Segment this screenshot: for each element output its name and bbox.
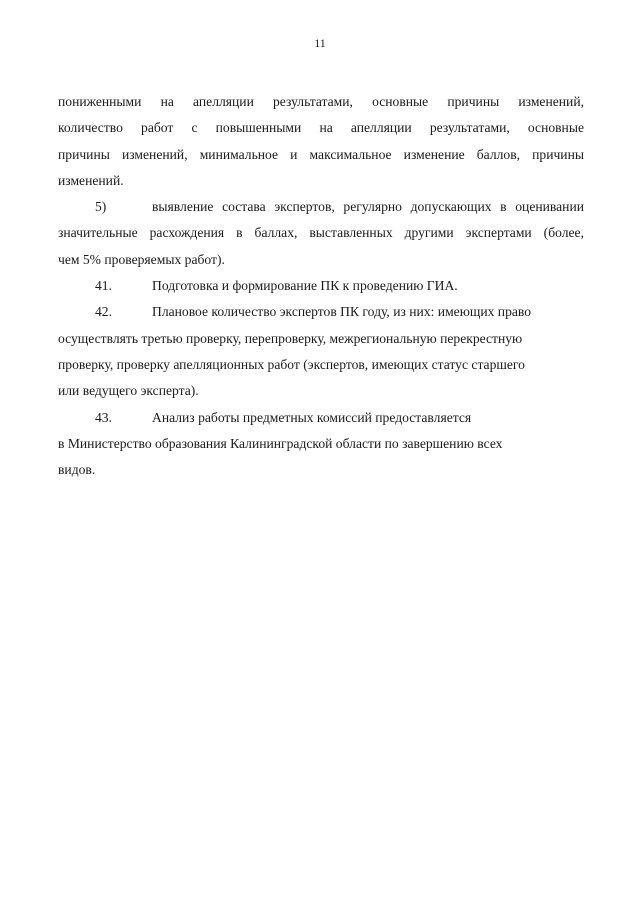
paragraph-continuation bbox=[58, 89, 584, 194]
text-line: пониженными на апелляции результатами, основные причины изменений, bbox=[58, 94, 584, 109]
paragraph-item-41 bbox=[58, 273, 584, 299]
text-line: количество работ с повышенными на апелляции результатами, основные bbox=[58, 120, 584, 136]
page-number: 11 bbox=[314, 36, 326, 50]
text-line: в Министерство образования Калининградской области по завершению всех bbox=[58, 435, 503, 451]
text-line: осуществлять третью проверку, перепроверку, межрегиональную перекрестную bbox=[58, 330, 523, 346]
text-line: значительные расхождения в баллах, выставленных другими экспертами (более, bbox=[58, 225, 584, 241]
text-line: чем 5% проверяемых работ). bbox=[58, 251, 225, 267]
text-line: видов. bbox=[58, 462, 96, 478]
item-text: Плановое количество экспертов ПК году, из них: имеющих право bbox=[152, 304, 532, 320]
item-number: 5) bbox=[95, 199, 107, 215]
text-line bbox=[58, 299, 584, 325]
item-text: Анализ работы предметных комиссий предоставляется bbox=[152, 409, 472, 425]
text-line: или ведущего эксперта). bbox=[58, 383, 199, 399]
item-text: выявление состава экспертов, регулярно допускающих в оценивании bbox=[152, 199, 584, 215]
item-number: 42. bbox=[95, 304, 112, 320]
item-text: Подготовка и формирование ПК к проведению ГИА. bbox=[152, 278, 458, 294]
paragraph-item-43 bbox=[58, 405, 584, 484]
text-line bbox=[58, 405, 584, 431]
text-line bbox=[58, 273, 584, 299]
document-body bbox=[58, 89, 584, 483]
paragraph-item-42 bbox=[58, 299, 584, 404]
text-line bbox=[58, 194, 584, 220]
item-number: 43. bbox=[95, 409, 112, 425]
item-number: 41. bbox=[95, 278, 112, 294]
text-line: проверку, проверку апелляционных работ (экспертов, имеющих статус старшего bbox=[58, 356, 525, 372]
paragraph-item-5 bbox=[58, 194, 584, 273]
text-line: причины изменений, минимальное и максимальное изменение баллов, причины bbox=[58, 146, 584, 162]
text-line: изменений. bbox=[58, 172, 124, 188]
